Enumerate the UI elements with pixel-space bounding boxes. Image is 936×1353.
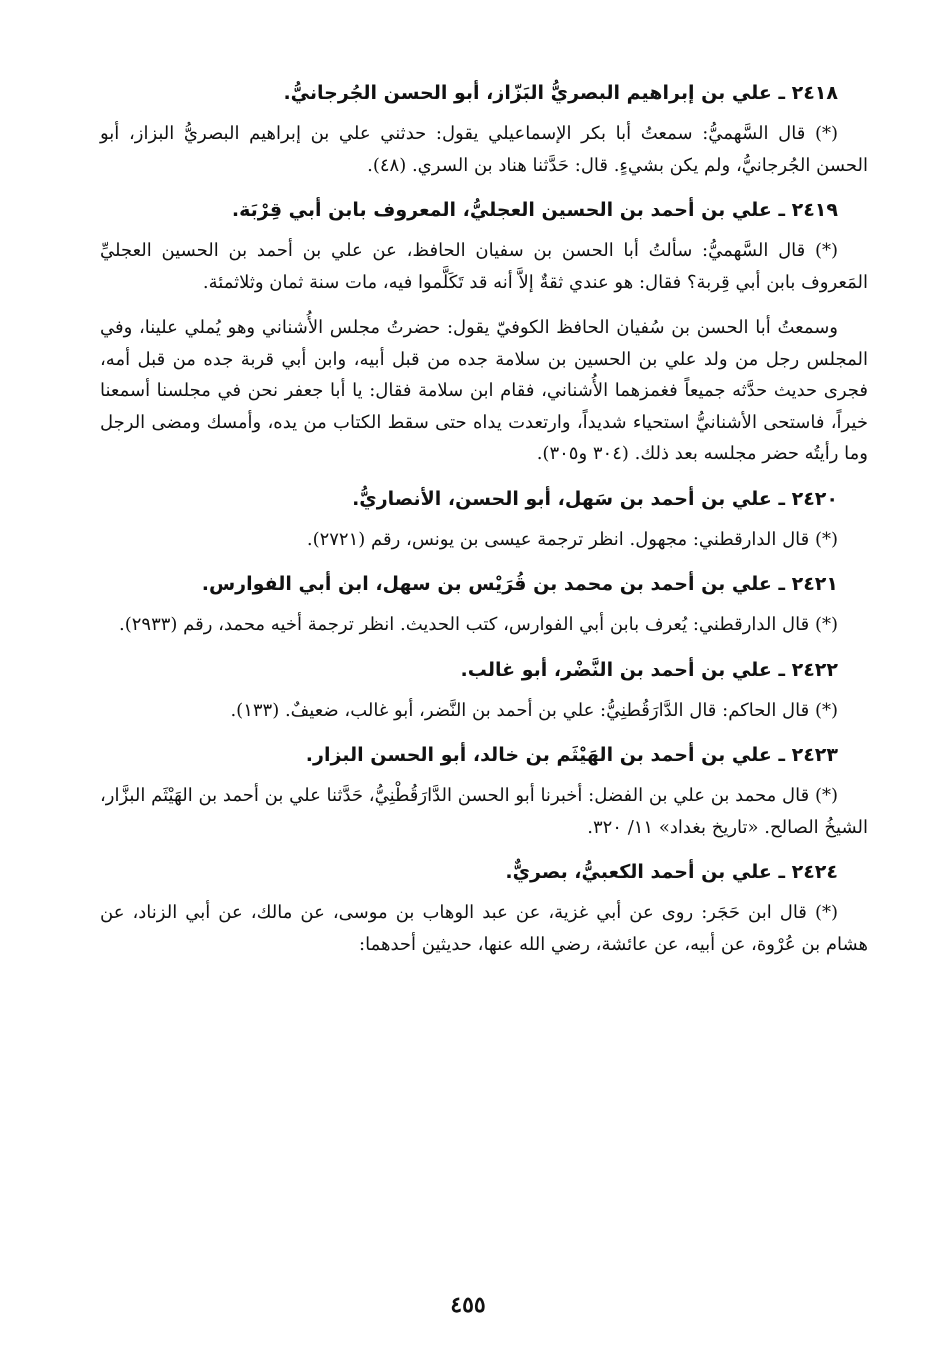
entry-paragraph: (*) قال الدارقطني: مجهول. انظر ترجمة عيسى بن يونس، رقم (٢٧٢١).: [306, 528, 838, 550]
entry-paragraph: وسمعتُ أبا الحسن بن سُفيان الحافظ الكوفيّ يقول: حضرتُ مجلس الأُشناني وهو يُملي علينا، وفي المجلس رجل من ولد علي بن الحسين بن سلامة جده من قبل أبيه، وابن أبي قربة جده من قبل أمه، فجرى حديث حدَّثه جميعاً فغمزهما الأُشناني، فقام ابن سلامة فقال: يا أبا جعفر نحن في مجلسنا أسمعنا خيراً، فاستحى الأشنانيُّ استحياء شديداً، وارتعدت يداه حتى سقط الكتاب من يده، وأمسك ومضى الرجل وما رأيتُه حضر مجلسه بعد ذلك. (٣٠٤ و٣٠٥).: [100, 317, 868, 464]
entry-paragraph: (*) قال ابن حَجَر: روى عن أبي غزية، عن عبد الوهاب بن موسى، عن مالك، عن أبي الزناد، عن هشام بن عُرْوة، عن أبيه، عن عائشة، رضي الله عنها، حديثين أحدهما:: [100, 902, 868, 955]
entry-2420: [100, 484, 868, 556]
entry-paragraph: (*) قال الحاكم: قال الدَّارَقُطنِيُّ: علي بن أحمد بن النَّضر، أبو غالب، ضعيفٌ. (١٣٣).: [230, 699, 838, 721]
entry-2422: [100, 655, 868, 727]
entry-heading: ٢٤٢٣ ـ علي بن أحمد بن الهَيْثَم بن خالد، أبو الحسن البزار.: [305, 744, 838, 766]
entry-paragraph: (*) قال السَّهميُّ: سمعتُ أبا بكر الإسماعيلي يقول: حدثني علي بن إبراهيم البصريُّ البزاز، أبو الحسن الجُرجانيُّ، ولم يكن بشيءٍ. قال: حَدَّثنا هناد بن السري. (٤٨).: [100, 123, 868, 176]
entry-heading: ٢٤٢١ ـ علي بن أحمد بن محمد بن قُرَيْس بن سهل، ابن أبي الفوارس.: [201, 573, 838, 595]
entry-2419: [100, 195, 868, 470]
entry-2423: [100, 740, 868, 843]
entry-paragraph: (*) قال الدارقطني: يُعرف بابن أبي الفوارس، كتب الحديث. انظر ترجمة أخيه محمد، رقم (٢٩٣٣).: [118, 614, 838, 635]
entry-paragraph: (*) قال محمد بن علي بن الفضل: أخبرنا أبو الحسن الدَّارَقُطْنِيُّ، حَدَّثنا علي بن أحمد بن الهَيْثَم البزَّار، الشيخُ الصالح. «تاريخ بغداد» ١١/ ٣٢٠.: [100, 785, 868, 838]
entry-2421: [100, 569, 868, 641]
entry-heading: ٢٤٢٠ ـ علي بن أحمد بن سَهل، أبو الحسن، الأنصاريُّ.: [352, 487, 838, 510]
entry-2424: [100, 857, 868, 960]
entry-heading: ٢٤١٩ ـ علي بن أحمد بن الحسين العجليُّ، المعروف بابن أبي قِرْبَة.: [231, 199, 838, 221]
page-number: ٤٥٥: [450, 1292, 486, 1318]
entry-heading: ٢٤٢٢ ـ علي بن أحمد بن النَّضْر، أبو غالب.: [460, 658, 838, 681]
entry-paragraph: (*) قال السَّهميُّ: سألتُ أبا الحسن بن سفيان الحافظ، عن علي بن أحمد بن الحسين العجليِّ المَعروف بابن أبي قِربة؟ فقال: هو عندي ثقةٌ إلاَّ أنه قد تَكَلَّموا فيه، مات سنة ثمان وثلاثمئة.: [100, 240, 868, 293]
entry-heading: ٢٤٢٤ ـ علي بن أحمد الكعبيُّ، بصريٌّ.: [505, 861, 838, 883]
entry-2418: [100, 78, 868, 181]
entry-heading: ٢٤١٨ ـ علي بن إبراهيم البصريُّ البَزّاز، أبو الحسن الجُرجانيُّ.: [283, 82, 838, 104]
